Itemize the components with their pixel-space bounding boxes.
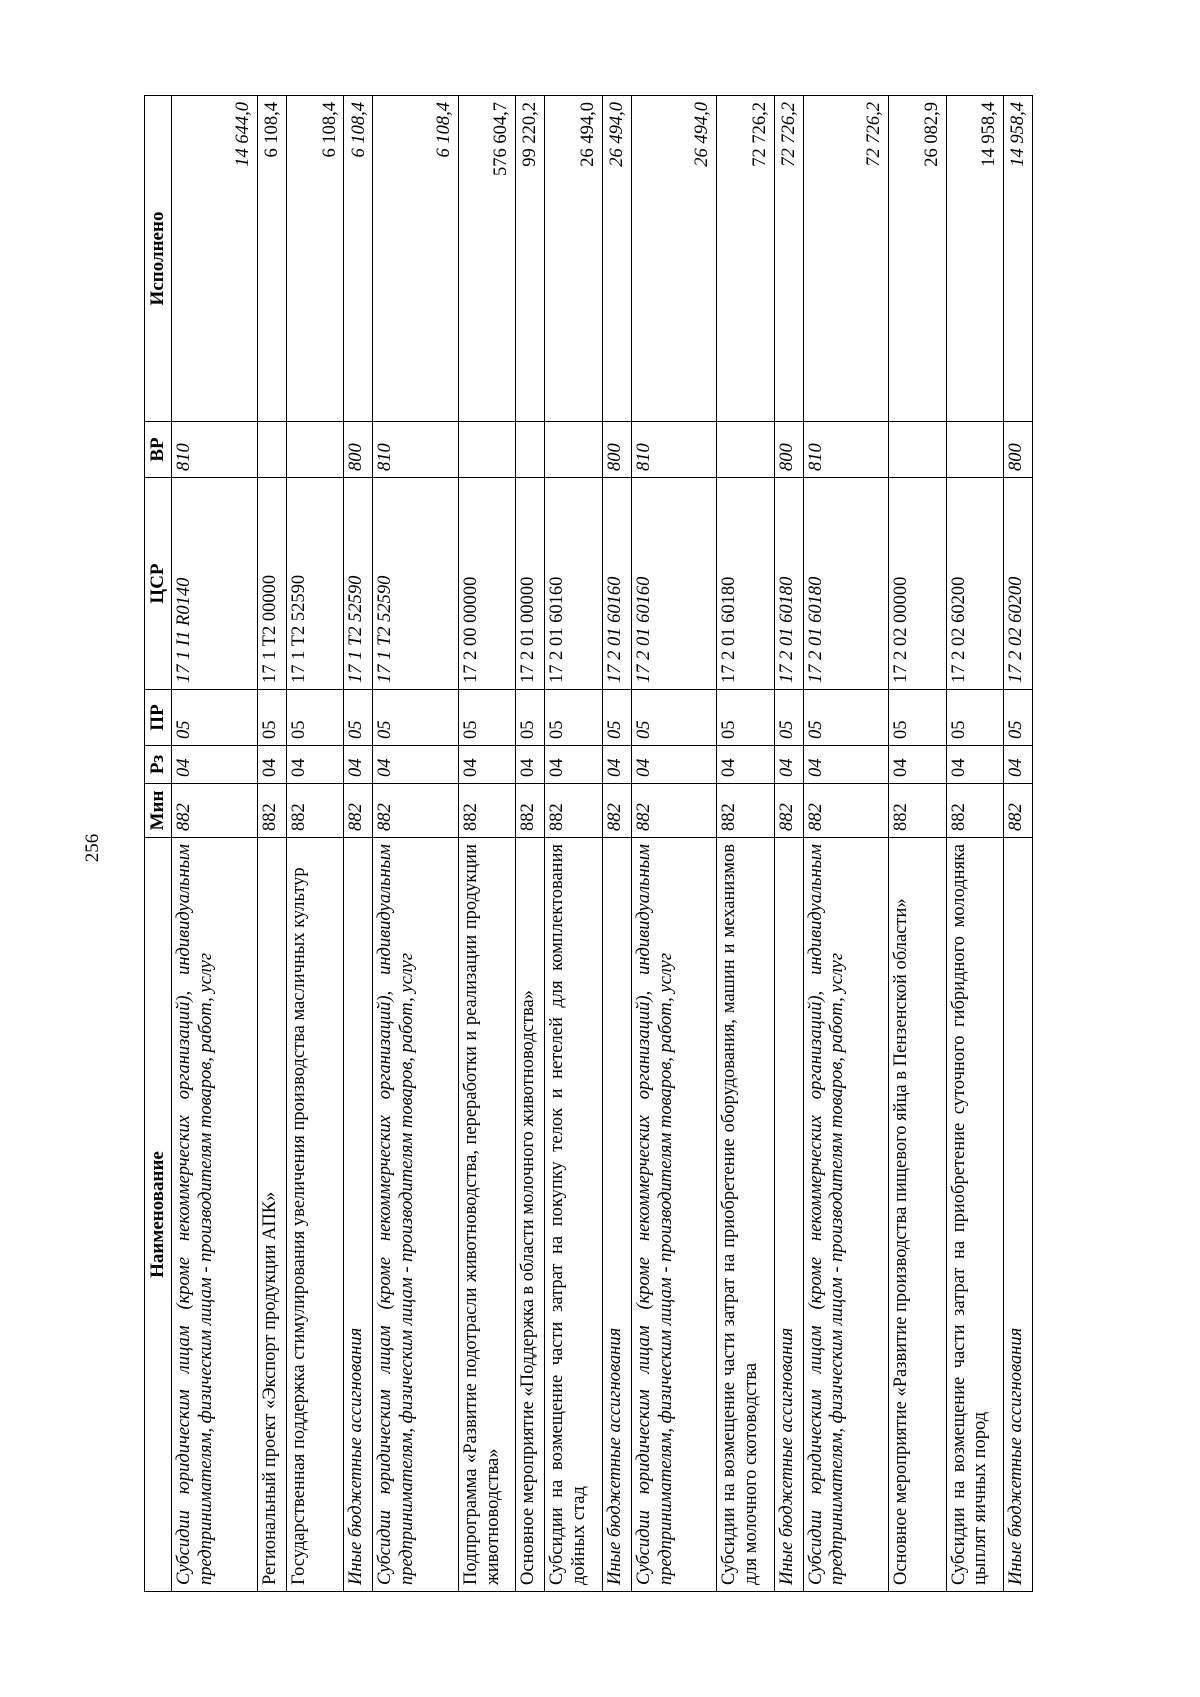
cell-pr: 05 (516, 690, 545, 746)
cell-min: 882 (717, 784, 774, 838)
cell-min: 882 (774, 784, 803, 838)
cell-min: 882 (516, 784, 545, 838)
table-row (889, 96, 946, 1592)
cell-vr (458, 422, 515, 478)
budget-table-rotated (144, 96, 1033, 1592)
cell-rz: 04 (1003, 746, 1032, 784)
cell-isp: 6 108,4 (344, 96, 373, 422)
cell-name: Государственная поддержка стимулирования увеличения производства масличных культур (286, 838, 343, 1592)
table-row (516, 96, 545, 1592)
cell-pr: 05 (946, 690, 1003, 746)
cell-name: Иные бюджетные ассигнования (1003, 838, 1032, 1592)
cell-name: Региональный проект «Экспорт продукции АПК» (257, 838, 286, 1592)
cell-csr: 17 2 01 60180 (803, 478, 889, 690)
cell-name: Субсидии юридическим лицам (кроме некоммерческих организаций), индивидуальным предпринимателям, физическим лицам - производителям товаров, работ, услуг (172, 838, 258, 1592)
table-row (602, 96, 631, 1592)
cell-rz: 04 (545, 746, 602, 784)
cell-csr: 17 1 I1 R0140 (172, 478, 258, 690)
cell-isp: 72 726,2 (774, 96, 803, 422)
table-row (257, 96, 286, 1592)
header-name: Наименование (145, 838, 172, 1592)
cell-rz: 04 (344, 746, 373, 784)
table-row (458, 96, 515, 1592)
cell-csr: 17 1 T2 52590 (344, 478, 373, 690)
cell-min: 882 (172, 784, 258, 838)
cell-isp: 26 494,0 (545, 96, 602, 422)
cell-csr: 17 2 01 00000 (516, 478, 545, 690)
cell-name: Иные бюджетные ассигнования (344, 838, 373, 1592)
cell-rz: 04 (946, 746, 1003, 784)
table-row (774, 96, 803, 1592)
cell-csr: 17 2 02 00000 (889, 478, 946, 690)
cell-rz: 04 (172, 746, 258, 784)
cell-pr: 05 (172, 690, 258, 746)
cell-min: 882 (344, 784, 373, 838)
budget-table-container (144, 96, 1033, 1592)
cell-rz: 04 (373, 746, 459, 784)
cell-min: 882 (373, 784, 459, 838)
header-min: Мин (145, 784, 172, 838)
table-row (1003, 96, 1032, 1592)
cell-pr: 05 (373, 690, 459, 746)
cell-rz: 04 (774, 746, 803, 784)
cell-rz: 04 (803, 746, 889, 784)
cell-csr: 17 1 T2 00000 (257, 478, 286, 690)
cell-vr: 800 (602, 422, 631, 478)
cell-isp: 26 494,0 (602, 96, 631, 422)
header-csr: ЦСР (145, 478, 172, 690)
cell-min: 882 (803, 784, 889, 838)
cell-pr: 05 (717, 690, 774, 746)
cell-vr: 810 (172, 422, 258, 478)
cell-min: 882 (631, 784, 717, 838)
cell-csr: 17 2 02 60200 (1003, 478, 1032, 690)
cell-rz: 04 (516, 746, 545, 784)
table-row (286, 96, 343, 1592)
cell-pr: 05 (257, 690, 286, 746)
cell-isp: 99 220,2 (516, 96, 545, 422)
table-row (717, 96, 774, 1592)
cell-vr (257, 422, 286, 478)
cell-rz: 04 (889, 746, 946, 784)
cell-pr: 05 (889, 690, 946, 746)
cell-isp: 72 726,2 (717, 96, 774, 422)
cell-vr: 800 (1003, 422, 1032, 478)
cell-min: 882 (545, 784, 602, 838)
cell-pr: 05 (803, 690, 889, 746)
table-row (172, 96, 258, 1592)
cell-pr: 05 (774, 690, 803, 746)
cell-name: Иные бюджетные ассигнования (774, 838, 803, 1592)
cell-csr: 17 2 01 60180 (774, 478, 803, 690)
cell-name: Основное мероприятие «Поддержка в области молочного животноводства» (516, 838, 545, 1592)
cell-min: 882 (458, 784, 515, 838)
cell-csr: 17 2 01 60160 (631, 478, 717, 690)
cell-isp: 14 958,4 (1003, 96, 1032, 422)
cell-vr (545, 422, 602, 478)
cell-pr: 05 (545, 690, 602, 746)
cell-isp: 6 108,4 (373, 96, 459, 422)
cell-rz: 04 (631, 746, 717, 784)
cell-vr (286, 422, 343, 478)
cell-isp: 6 108,4 (286, 96, 343, 422)
cell-pr: 05 (344, 690, 373, 746)
cell-vr: 800 (774, 422, 803, 478)
cell-isp: 26 082,9 (889, 96, 946, 422)
cell-vr: 810 (631, 422, 717, 478)
cell-name: Подпрограмма «Развитие подотрасли животноводства, переработки и реализации продукции животноводства» (458, 838, 515, 1592)
cell-vr (946, 422, 1003, 478)
cell-pr: 05 (631, 690, 717, 746)
table-row (344, 96, 373, 1592)
table-row (373, 96, 459, 1592)
cell-rz: 04 (717, 746, 774, 784)
cell-vr: 800 (344, 422, 373, 478)
cell-rz: 04 (458, 746, 515, 784)
cell-min: 882 (602, 784, 631, 838)
cell-csr: 17 2 01 60160 (545, 478, 602, 690)
cell-min: 882 (946, 784, 1003, 838)
cell-pr: 05 (1003, 690, 1032, 746)
cell-csr: 17 1 T2 52590 (373, 478, 459, 690)
cell-min: 882 (889, 784, 946, 838)
cell-vr: 810 (803, 422, 889, 478)
cell-min: 882 (286, 784, 343, 838)
table-header-row (145, 96, 172, 1592)
cell-csr: 17 2 00 00000 (458, 478, 515, 690)
cell-min: 882 (1003, 784, 1032, 838)
cell-isp: 14 958,4 (946, 96, 1003, 422)
cell-min: 882 (257, 784, 286, 838)
header-isp: Исполнено (145, 96, 172, 422)
cell-pr: 05 (286, 690, 343, 746)
cell-vr (516, 422, 545, 478)
cell-vr: 810 (373, 422, 459, 478)
cell-csr: 17 2 01 60160 (602, 478, 631, 690)
cell-name: Субсидии юридическим лицам (кроме некоммерческих организаций), индивидуальным предпринимателям, физическим лицам - производителям товаров, работ, услуг (631, 838, 717, 1592)
cell-isp: 576 604,7 (458, 96, 515, 422)
cell-isp: 26 494,0 (631, 96, 717, 422)
cell-name: Иные бюджетные ассигнования (602, 838, 631, 1592)
cell-name: Субсидии на возмещение части затрат на приобретение оборудования, машин и механизмов для молочного скотоводства (717, 838, 774, 1592)
cell-name: Основное мероприятие «Развитие производства пищевого яйца в Пензенской области» (889, 838, 946, 1592)
cell-name: Субсидии на возмещение части затрат на покупку телок и нетелей для комплектования дойных стад (545, 838, 602, 1592)
cell-name: Субсидии на возмещение части затрат на приобретение суточного гибридного молодняка цыплят яичных пород (946, 838, 1003, 1592)
cell-isp: 14 644,0 (172, 96, 258, 422)
table-body (172, 96, 1033, 1592)
header-vr: ВР (145, 422, 172, 478)
table-row (803, 96, 889, 1592)
cell-name: Субсидии юридическим лицам (кроме некоммерческих организаций), индивидуальным предпринимателям, физическим лицам - производителям товаров, работ, услуг (803, 838, 889, 1592)
table-row (631, 96, 717, 1592)
cell-isp: 6 108,4 (257, 96, 286, 422)
cell-rz: 04 (286, 746, 343, 784)
table-row (545, 96, 602, 1592)
cell-name: Субсидии юридическим лицам (кроме некоммерческих организаций), индивидуальным предпринимателям, физическим лицам - производителям товаров, работ, услуг (373, 838, 459, 1592)
cell-pr: 05 (458, 690, 515, 746)
budget-table (144, 95, 1033, 1592)
page-number: 256 (82, 833, 103, 863)
cell-vr (889, 422, 946, 478)
cell-csr: 17 2 01 60180 (717, 478, 774, 690)
cell-rz: 04 (257, 746, 286, 784)
cell-csr: 17 1 T2 52590 (286, 478, 343, 690)
cell-rz: 04 (602, 746, 631, 784)
header-pr: ПР (145, 690, 172, 746)
table-row (946, 96, 1003, 1592)
cell-csr: 17 2 02 60200 (946, 478, 1003, 690)
header-rz: Рз (145, 746, 172, 784)
cell-vr (717, 422, 774, 478)
cell-isp: 72 726,2 (803, 96, 889, 422)
cell-pr: 05 (602, 690, 631, 746)
